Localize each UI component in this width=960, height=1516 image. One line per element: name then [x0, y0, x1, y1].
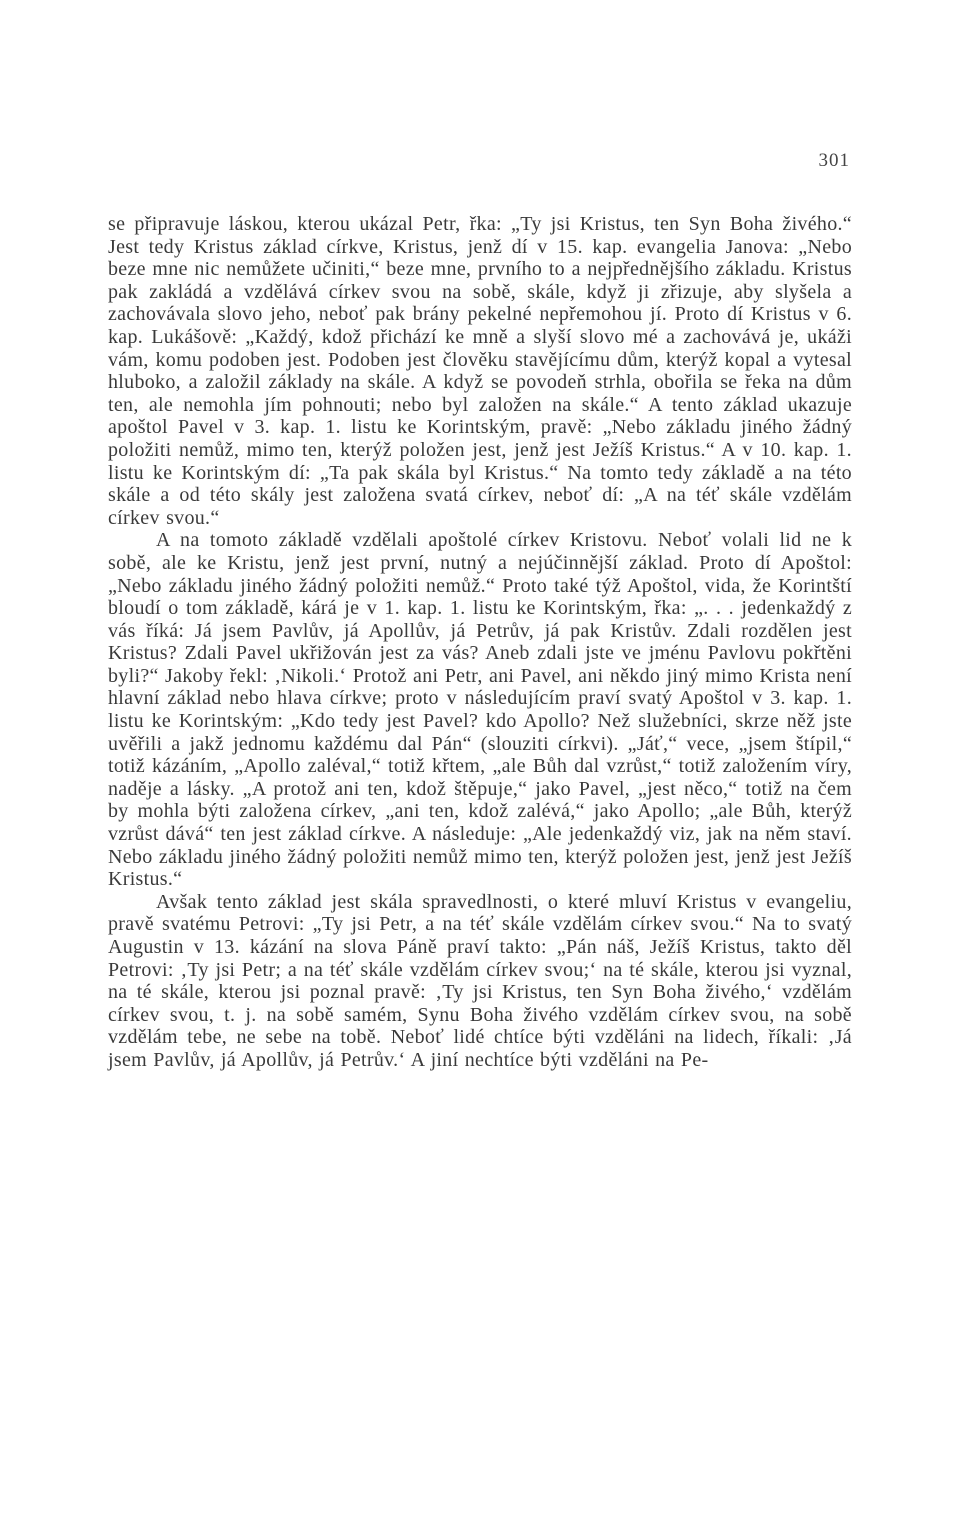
body-text: [108, 213, 852, 1072]
page-number: 301: [818, 150, 850, 171]
paragraph-1: se připravuje láskou, kterou ukázal Petr, řka: „Ty jsi Kristus, ten Syn Boha živého.“ Jest tedy Kristus základ církve, Kristus, jenž dí v 15. kap. evangelia Janova: „Nebo beze mne nic nemůžete učiniti,“ beze mne, prvního to a nejpřednějšího základu. Kristus pak zakládá a vzdělává církev svou na sobě, skále, když ji zřizuje, aby slyšela a zachovávala slovo jeho, neboť pak brány pekelné nepřemohou jí. Proto dí Kristus v 6. kap. Lukášově: „Každý, kdož přichází ke mně a slyší slovo mé a zachovává je, ukáži vám, komu podoben jest. Podoben jest člověku stavějícímu dům, kterýž kopal a vytesal hluboko, a založil základy na skále. A když se povodeň strhla, obořila se řeka na dům ten, ale nemohla jím pohnouti; nebo byl založen na skále.“ A tento základ ukazuje apoštol Pavel v 3. kap. 1. listu ke Korintským, pravě: „Nebo základu jiného žádný položiti nemůž, mimo ten, kterýž položen jest, jenž jest Ježíš Kristus.“ A v 10. kap. 1. listu ke Korintským dí: „Ta pak skála byl Kristus.“ Na tomto tedy základě a na této skále a od této skály jest založena svatá církev, neboť dí: „A na téť skále vzdělám církev svou.“: [108, 213, 852, 529]
paragraph-2: A na tomoto základě vzdělali apoštolé církev Kristovu. Neboť volali lid ne k sobě, ale ke Kristu, jenž jest první, nutný a nejúčinnější základ. Proto dí Apoštol: „Nebo základu jiného žádný položiti nemůž.“ Proto také týž Apoštol, vida, že Korintští bloudí o tom základě, kárá je v 1. kap. 1. listu ke Korintským, řka: „. . . jedenkaždý z vás říká: Já jsem Pavlův, já Apollův, já Petrův, já pak Kristův. Zdali rozdělen jest Kristus? Zdali Pavel ukřižován jest za vás? Aneb zdali jste ve jménu Pavlovu pokřtěni byli?“ Jakoby řekl: ‚Nikoli.‘ Protož ani Petr, ani Pavel, ani někdo jiný mimo Krista není hlavní základ nebo hlava církve; proto v následujícím praví svatý Apoštol v 3. kap. 1. listu ke Korintským: „Kdo tedy jest Pavel? kdo Apollo? Než služebníci, skrze něž jste uvěřili a jakž jednomu každému dal Pán“ (slouziti církvi). „Jáť,“ vece, „jsem štípil,“ totiž kázáním, „Apollo zaléval,“ totiž křtem, „ale Bůh dal vzrůst,“ totiž založením víry, naděje a lásky. „A protož ani ten, kdož štěpuje,“ jako Pavel, „jest něco,“ totiž na čem by mohla býti založena církev, „ani ten, kdož zalévá,“ jako Apollo; „ale Bůh, kterýž vzrůst dává“ ten jest základ církve. A následuje: „Ale jedenkaždý viz, jak na něm staví. Nebo základu jiného žádný položiti nemůž mimo ten, kterýž položen jest, jenž jest Ježíš Kristus.“: [108, 529, 852, 891]
paragraph-3: Avšak tento základ jest skála spravedlnosti, o které mluví Kristus v evangeliu, pravě svatému Petrovi: „Ty jsi Petr, a na téť skále vzdělám církev svou.“ Na to svatý Augustin v 13. kázání na slova Páně praví takto: „Pán náš, Ježíš Kristus, takto děl Petrovi: ‚Ty jsi Petr; a na téť skále vzdělám církev svou;‘ na té skále, kterou jsi vyznal, na té skále, kterou jsi poznal pravě: ‚Ty jsi Kristus, ten Syn Boha živého,‘ vzdělám církev svou, t. j. na sobě samém, Synu Boha živého vzdělám církev svou, na sobě vzdělám tebe, ne sebe na tobě. Neboť lidé chtíce býti vzděláni na lidech, říkali: ‚Já jsem Pavlův, já Apollův, já Petrův.‘ A jiní nechtíce býti vzděláni na Pe-: [108, 890, 852, 1071]
